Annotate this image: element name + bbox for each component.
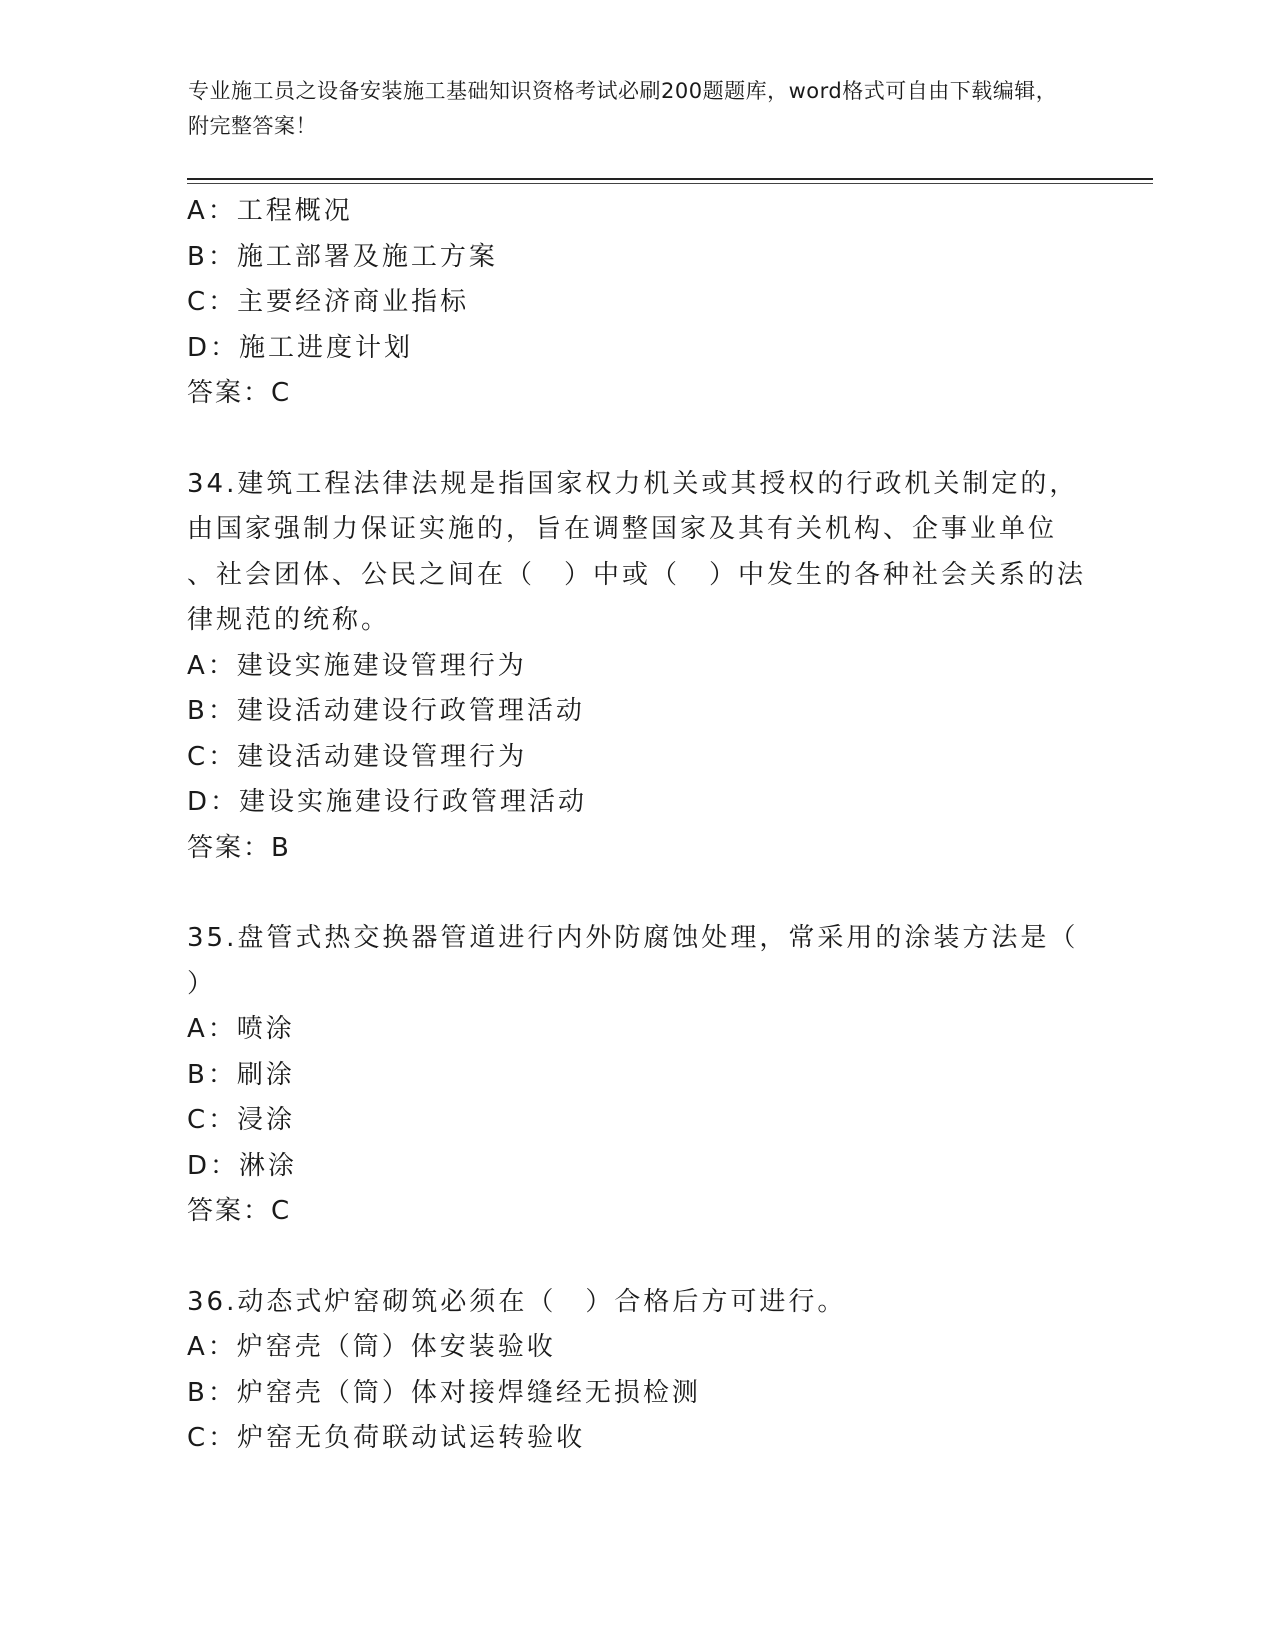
question-text-line: 35.盘管式热交换器管道进行内外防腐蚀处理，常采用的涂装方法是（: [187, 923, 1079, 953]
option-c: C：浸涂: [187, 1105, 296, 1135]
option-c: C：主要经济商业指标: [187, 287, 470, 317]
question-text-line: 律规范的统称。: [187, 605, 391, 635]
option-b: B：刷涂: [187, 1059, 295, 1090]
option-b: B：施工部署及施工方案: [187, 241, 498, 272]
document-body: [187, 189, 1087, 1462]
spacer: [187, 1235, 1087, 1280]
option-d: D：淋涂: [187, 1150, 298, 1181]
answer-line: 答案：B: [187, 832, 291, 863]
document-title: 专业施工员之设备安装施工基础知识资格考试必刷200题题库，word格式可自由下载编辑，附完整答案！: [188, 79, 1058, 138]
question-text-line: ）: [187, 968, 217, 999]
question-text-line: 34.建筑工程法律法规是指国家权力机关或其授权的行政机关制定的，: [187, 468, 1079, 499]
option-b: B：炉窑壳（筒）体对接焊缝经无损检测: [187, 1377, 701, 1408]
question-text-line: 由国家强制力保证实施的，旨在调整国家及其有关机构、企事业单位: [187, 514, 1058, 544]
option-d: D：施工进度计划: [187, 332, 414, 363]
header-divider-thin: [187, 183, 1153, 184]
option-a: A：炉窑壳（筒）体安装验收: [187, 1332, 556, 1362]
question-block-34: [187, 462, 1087, 872]
question-block-35: [187, 916, 1087, 1235]
answer-line: 答案：C: [187, 378, 292, 408]
option-c: C：炉窑无负荷联动试运转验收: [187, 1423, 586, 1453]
spacer: [187, 417, 1087, 462]
option-a: A：建设实施建设管理行为: [187, 650, 527, 681]
option-d: D：建设实施建设行政管理活动: [187, 787, 588, 817]
option-b: B：建设活动建设行政管理活动: [187, 696, 585, 726]
option-c: C：建设活动建设管理行为: [187, 741, 528, 772]
answer-line: 答案：C: [187, 1196, 292, 1226]
option-a: A：工程概况: [187, 196, 353, 226]
question-text-line: 36.动态式炉窑砌筑必须在（ ）合格后方可进行。: [187, 1286, 847, 1317]
question-block-36: [187, 1280, 1087, 1462]
question-text-line: 、社会团体、公民之间在（ ）中或（ ）中发生的各种社会关系的法: [187, 559, 1087, 590]
header-divider-thick: [187, 178, 1153, 180]
option-a: A：喷涂: [187, 1014, 295, 1044]
spacer: [187, 871, 1087, 916]
document-header: [188, 74, 1068, 144]
question-block-33: [187, 189, 1087, 417]
